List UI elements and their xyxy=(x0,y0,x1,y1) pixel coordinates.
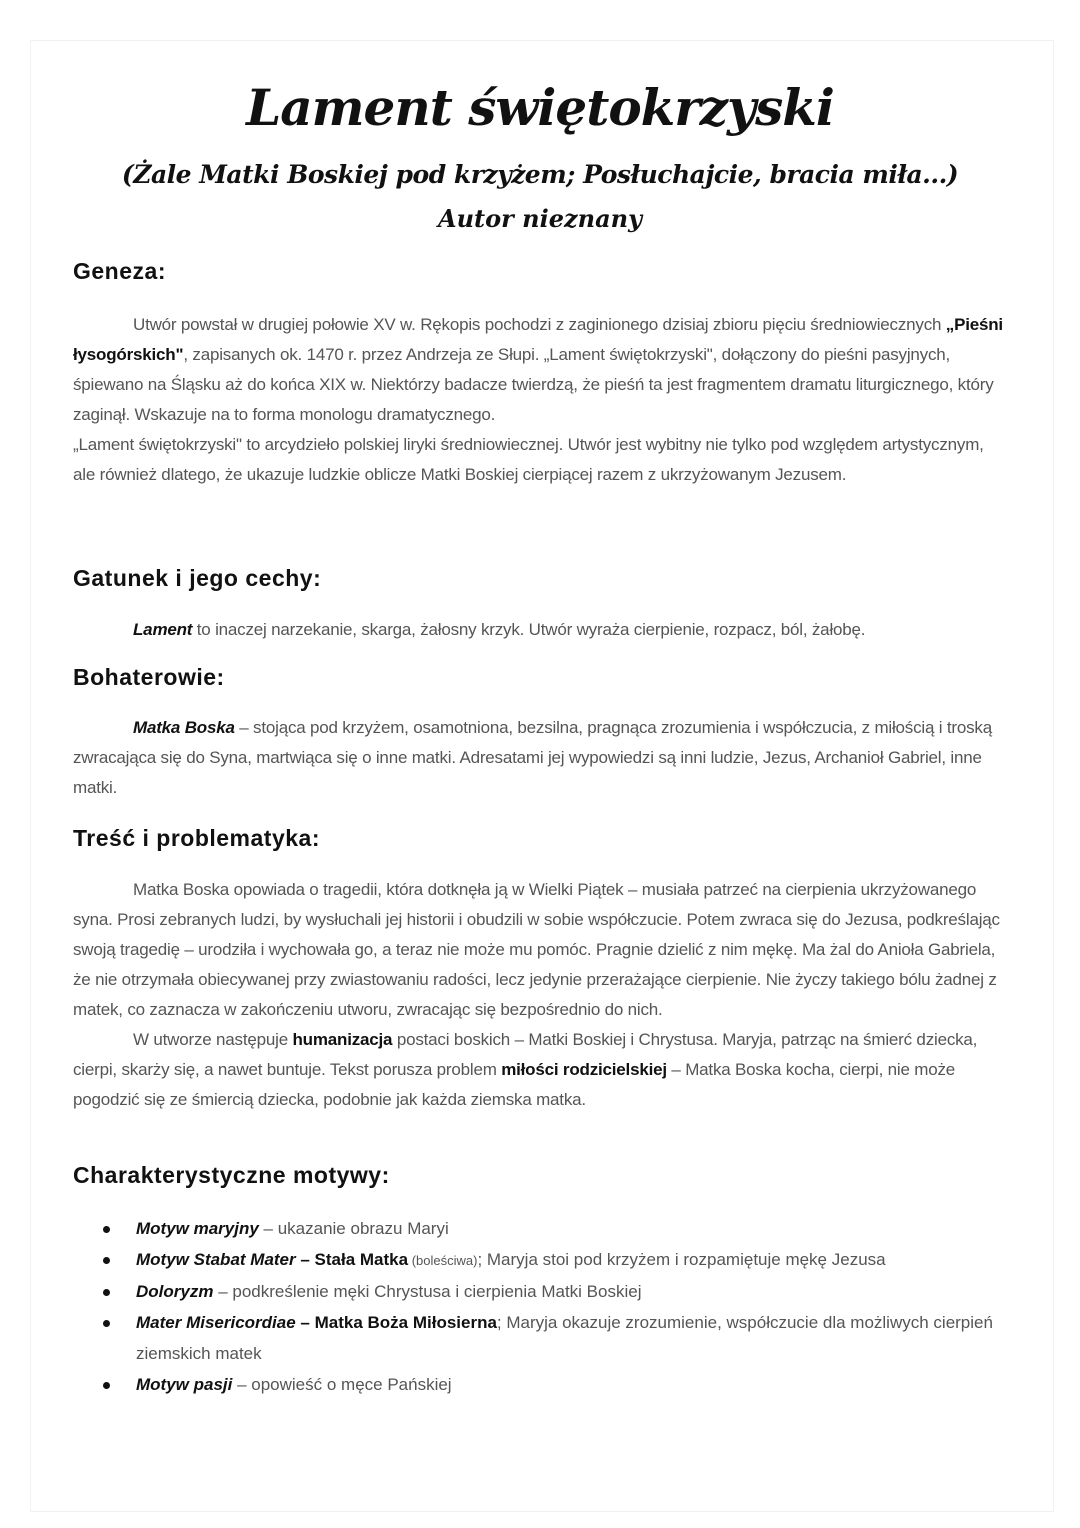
term: Doloryzm xyxy=(136,1282,214,1301)
document-subtitle: (Żale Matki Boskiej pod krzyżem; Posłuchajcie, bracia miła...) xyxy=(121,160,959,189)
small-text: (boleściwa) xyxy=(408,1253,478,1268)
text: – opowieść o męce Pańskiej xyxy=(232,1375,452,1394)
list-item xyxy=(100,1276,1000,1307)
text: ; Maryja stoi pod krzyżem i rozpamiętuje mękę Jezusa xyxy=(477,1250,886,1269)
geneza-paragraph-1 xyxy=(73,310,1008,490)
bold-text: miłości rodzicielskiej xyxy=(501,1060,667,1079)
term: Matka Boska xyxy=(133,718,235,737)
document-title: Lament świętokrzyski xyxy=(246,78,834,137)
bohaterowie-paragraph xyxy=(73,713,1008,803)
list-item xyxy=(100,1244,1000,1276)
text: – Matka Boska kocha, cierpi, nie może pogodzić się ze śmiercią dziecka, podobnie jak każda ziemska matka. xyxy=(73,1060,956,1109)
text: ; Maryja okazuje zrozumienie, współczucie dla możliwych cierpień ziemskich matek xyxy=(136,1313,993,1363)
text: W utworze następuje xyxy=(133,1030,293,1049)
heading-gatunek: Gatunek i jego cechy: xyxy=(73,565,322,591)
text: postaci boskich – Matki Boskiej i Chrystusa. Maryja, patrząc na śmierć dziecka, cierpi, skarży się, a nawet buntuje. Tekst porusza problem xyxy=(73,1030,978,1079)
term: Motyw pasji xyxy=(136,1375,233,1394)
motifs-list xyxy=(100,1213,1000,1400)
bold-text: humanizacja xyxy=(292,1030,393,1049)
heading-motywy: Charakterystyczne motywy: xyxy=(73,1162,390,1188)
heading-bohaterowie: Bohaterowie: xyxy=(73,664,225,690)
heading-tresc: Treść i problematyka: xyxy=(73,825,320,851)
term: Mater Misericordiae xyxy=(136,1313,296,1332)
list-item xyxy=(100,1369,1000,1400)
bold-text: – Matka Boża Miłosierna xyxy=(295,1313,497,1332)
text: Utwór powstał w drugiej połowie XV w. Rękopis pochodzi z zaginionego dzisiaj zbioru pięciu średniowiecznych xyxy=(133,315,946,334)
bold-text: – Stała Matka xyxy=(295,1250,409,1269)
gatunek-paragraph xyxy=(73,615,1008,645)
text: , zapisanych ok. 1470 r. przez Andrzeja ze Słupi. „Lament świętokrzyski", dołączony do pieśni pasyjnych, śpiewano na Śląsku aż do końca XIX w. Niektórzy badacze twierdzą, że pieśń ta jest fragmentem dramatu liturgicznego, który zaginął. Wskazuje na to forma monologu dramatycznego. xyxy=(73,345,994,424)
geneza-paragraph-2: „Lament świętokrzyski" to arcydzieło polskiej liryki średniowiecznej. Utwór jest wybitny nie tylko pod względem artystycznym, ale również dlatego, że ukazuje ludzkie oblicze Matki Boskiej cierpiącej razem z ukrzyżowanym Jezusem. xyxy=(73,435,984,484)
heading-geneza: Geneza: xyxy=(73,258,166,284)
tresc-paragraph-1: Matka Boska opowiada o tragedii, która dotknęła ją w Wielki Piątek – musiała patrzeć na cierpienia ukrzyżowanego syna. Prosi zebranych ludzi, by wysłuchali jej historii i obudzili w sobie współczucie. Potem zwraca się do Jezusa, podkreślając swoją tragedię – urodziła i wychowała go, a teraz nie może mu pomóc. Pragnie dzielić z nim mękę. Ma żal do Anioła Gabriela, że nie otrzymała obiecywanej przy zwiastowaniu radości, lecz jedynie przerażające cierpienie. Nie życzy takiego bólu żadnej z matek, co zaznacza w zakończeniu utworu, zwracając się bezpośrednio do nich. xyxy=(73,880,1000,1019)
document-author: Autor nieznany xyxy=(437,204,643,233)
text: – stojąca pod krzyżem, osamotniona, bezsilna, pragnąca zrozumienia i współczucia, z miłością i troską zwracająca się do Syna, martwiąca się o inne matki. Adresatami jej wypowiedzi są inni ludzie, Jezus, Archanioł Gabriel, inne matki. xyxy=(73,718,992,797)
list-item xyxy=(100,1213,1000,1244)
list-item xyxy=(100,1307,1000,1369)
term: Lament xyxy=(133,620,193,639)
text: – ukazanie obrazu Maryi xyxy=(258,1219,449,1238)
term: Motyw maryjny xyxy=(136,1219,259,1238)
term: Motyw Stabat Mater xyxy=(136,1250,296,1269)
text: to inaczej narzekanie, skarga, żałosny krzyk. Utwór wyraża cierpienie, rozpacz, ból, żałobę. xyxy=(192,620,866,639)
bold-text: „Pieśni łysogórskich" xyxy=(73,315,1003,364)
text: – podkreślenie męki Chrystusa i cierpienia Matki Boskiej xyxy=(213,1282,642,1301)
tresc-paragraphs xyxy=(73,875,1008,1115)
